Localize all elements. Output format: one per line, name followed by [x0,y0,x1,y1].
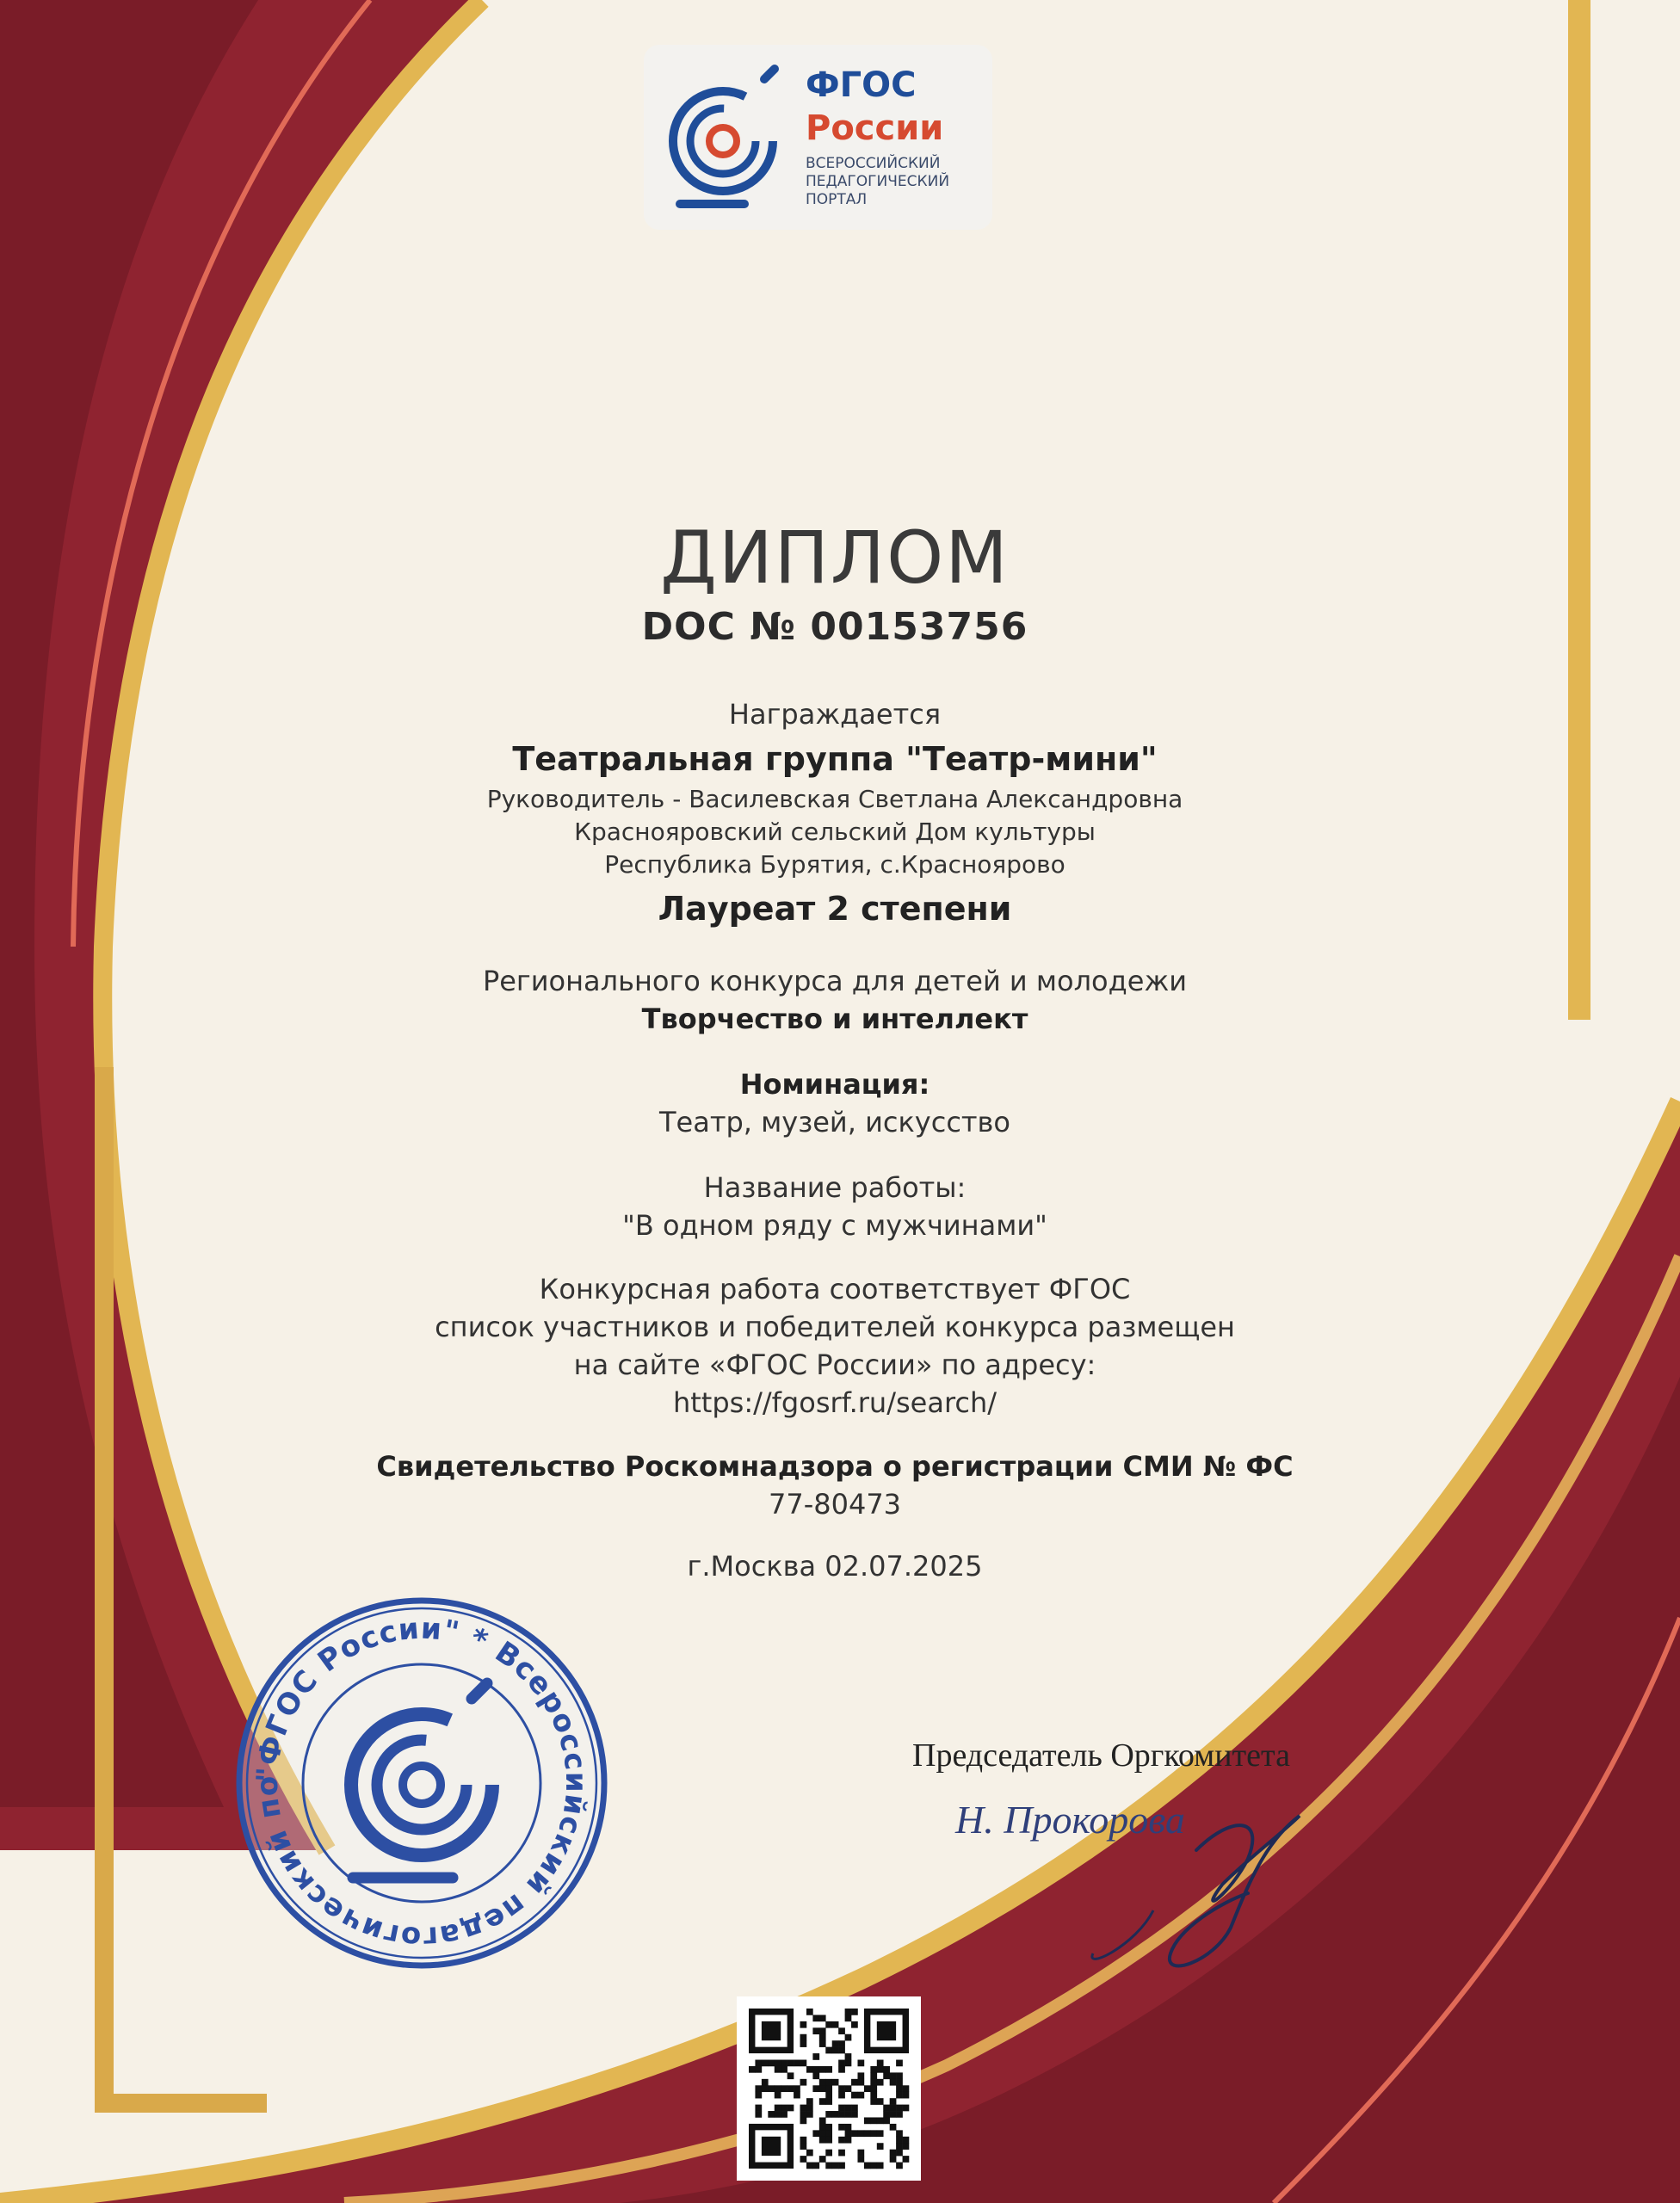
compliance-line-1: Конкурсная работа соответствует ФГОС [539,1273,1131,1305]
nomination-value: Театр, музей, искусство [659,1106,1010,1139]
recipient-name: Театральная группа "Театр-мини" [512,740,1158,778]
qr-code-icon [737,1996,921,2181]
work-title-label: Название работы: [703,1171,967,1204]
fgos-stamp-icon [232,1594,611,1972]
fgos-logo [644,45,992,230]
signatory-name: Н. Прокорова [955,1798,1185,1842]
document-number: DOC № 00153756 [641,605,1028,649]
institution-line: Краснояровский сельский Дом культуры [574,818,1096,846]
nomination-label: Номинация: [739,1068,930,1101]
leader-line: Руководитель - Василевская Светлана Александровна [486,785,1183,813]
registration-line-1: Свидетельство Роскомнадзора о регистрации СМИ № ФС [376,1450,1294,1483]
compliance-line-3: на сайте «ФГОС России» по адресу: [573,1348,1096,1381]
qr-code [737,1996,921,2181]
awarded-label: Награждается [728,698,942,731]
fgos-logo-icon [663,62,792,217]
contest-description: Регионального конкурса для детей и молодежи [482,965,1188,997]
award-degree: Лауреат 2 степени [658,890,1012,928]
compliance-line-2: список участников и победителей конкурса размещен [435,1311,1235,1343]
work-title-value: "В одном ряду с мужчинами" [622,1209,1047,1242]
signature-label: Председатель Оргкомитета [912,1737,1290,1774]
registration-line-2: 77-80473 [768,1488,902,1521]
results-url: https://fgosrf.ru/search/ [672,1386,998,1419]
logo-title-russia: России [806,108,944,148]
diploma-content [258,516,1411,1585]
logo-subtitle: ВСЕРОССИЙСКИЙ ПЕДАГОГИЧЕСКИЙ ПОРТАЛ [806,155,950,208]
location-line: Республика Бурятия, с.Красноярово [604,850,1065,879]
contest-name: Творчество и интеллект [641,1003,1028,1035]
signature-image [938,1781,1386,1988]
stamp-ring-text: "ФГОС России" * Всероссийский педагогический по [250,1611,594,1955]
logo-title-fgos: ФГОС [806,65,917,105]
stamp [232,1594,611,1972]
diploma-title: ДИПЛОМ [660,515,1010,600]
place-and-date: г.Москва 02.07.2025 [687,1550,983,1583]
